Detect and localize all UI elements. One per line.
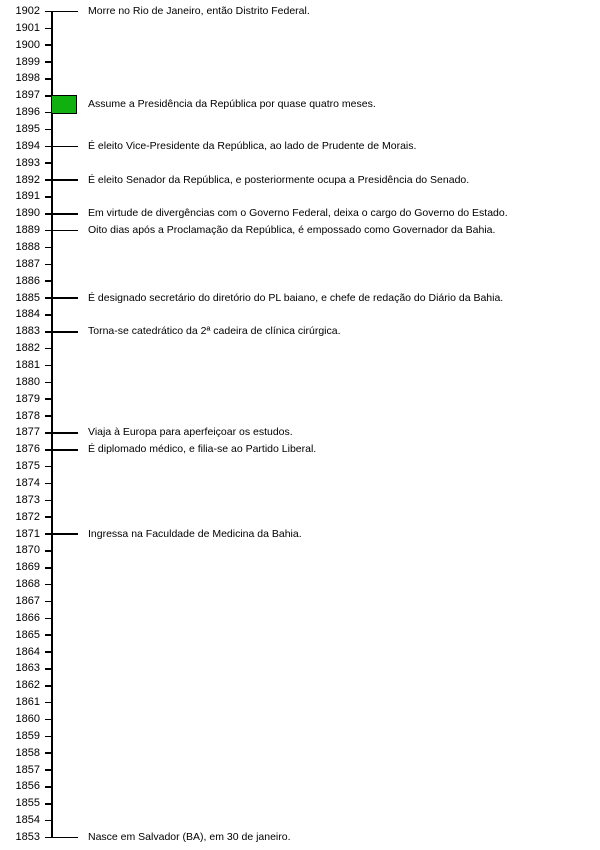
year-tick [45, 44, 52, 46]
year-tick [45, 634, 52, 636]
year-tick [45, 264, 52, 266]
year-tick [45, 415, 52, 417]
year-tick-label: 1853 [15, 830, 40, 843]
year-tick-label: 1877 [15, 426, 40, 439]
year-tick-label: 1873 [15, 493, 40, 506]
year-tick-label: 1881 [15, 358, 40, 371]
year-tick-label: 1901 [15, 21, 40, 34]
year-tick [45, 601, 52, 603]
year-tick [45, 162, 52, 164]
year-tick-label: 1892 [15, 173, 40, 186]
year-tick-label: 1895 [15, 122, 40, 135]
year-tick [45, 500, 52, 502]
year-tick-label: 1855 [15, 797, 40, 810]
year-tick [45, 78, 52, 80]
year-tick [45, 550, 52, 552]
year-tick [45, 365, 52, 367]
year-tick [45, 736, 52, 738]
event-label: Em virtude de divergências com o Governo Federal, deixa o cargo do Governo do Estado. [88, 207, 508, 220]
event-label: Viaja à Europa para aperfeiçoar os estudos. [88, 426, 293, 439]
event-label: Morre no Rio de Janeiro, então Distrito Federal. [88, 5, 310, 17]
event-label: É diplomado médico, e filia-se ao Partido Liberal. [88, 443, 317, 456]
year-tick-label: 1862 [15, 679, 40, 692]
year-tick [45, 719, 52, 721]
year-tick-label: 1887 [15, 257, 40, 270]
year-tick-label: 1900 [15, 38, 40, 51]
year-tick-label: 1864 [15, 645, 40, 658]
year-tick-label: 1865 [15, 628, 40, 641]
event-label: É eleito Vice-Presidente da República, ao lado de Prudente de Morais. [88, 139, 417, 152]
year-tick [45, 769, 52, 771]
year-tick-label: 1857 [15, 763, 40, 776]
year-tick [45, 398, 52, 400]
year-tick-label: 1868 [15, 578, 40, 591]
event-label: Ingressa na Faculdade de Medicina da Bahia. [88, 527, 302, 540]
year-tick-label: 1859 [15, 729, 40, 742]
year-tick [45, 280, 52, 282]
event-tick-line [45, 146, 78, 148]
event-tick-line [45, 432, 78, 434]
year-tick [45, 247, 52, 249]
year-tick-label: 1860 [15, 712, 40, 725]
year-tick [45, 196, 52, 198]
event-label: É designado secretário do diretório do PL baiano, e chefe de redação do Diário da Bahia. [88, 291, 504, 304]
year-tick [45, 382, 52, 384]
year-tick [45, 61, 52, 63]
timeline-axis [51, 11, 53, 839]
year-tick-label: 1897 [15, 89, 40, 102]
event-label: Nasce em Salvador (BA), em 30 de janeiro. [88, 830, 291, 843]
year-tick-label: 1891 [15, 190, 40, 203]
year-tick [45, 668, 52, 670]
year-tick [45, 129, 52, 131]
year-tick [45, 651, 52, 653]
year-tick-label: 1869 [15, 561, 40, 574]
event-label: Torna-se catedrático da 2ª cadeira de clínica cirúrgica. [88, 325, 341, 338]
year-tick-label: 1884 [15, 308, 40, 321]
year-tick-label: 1874 [15, 476, 40, 489]
year-tick-label: 1890 [15, 207, 40, 220]
year-tick-label: 1876 [15, 443, 40, 456]
year-tick [45, 803, 52, 805]
year-tick-label: 1856 [15, 780, 40, 793]
event-tick-line [45, 11, 78, 13]
year-tick-label: 1893 [15, 156, 40, 169]
event-label: Oito dias após a Proclamação da República, é empossado como Governador da Bahia. [88, 224, 496, 237]
year-tick [45, 685, 52, 687]
year-tick [45, 466, 52, 468]
year-tick-label: 1875 [15, 460, 40, 473]
year-tick-label: 1882 [15, 342, 40, 355]
year-tick-label: 1867 [15, 594, 40, 607]
year-tick-label: 1879 [15, 392, 40, 405]
year-tick [45, 584, 52, 586]
event-label: Assume a Presidência da República por quase quatro meses. [88, 97, 376, 110]
event-tick-line [45, 297, 78, 299]
event-tick-line [45, 230, 78, 232]
year-tick-label: 1880 [15, 375, 40, 388]
year-tick-label: 1902 [15, 5, 40, 17]
presidency-highlight-box [51, 95, 77, 114]
year-tick-label: 1870 [15, 544, 40, 557]
year-tick [45, 516, 52, 518]
year-tick [45, 752, 52, 754]
year-tick-label: 1898 [15, 72, 40, 85]
year-tick-label: 1858 [15, 746, 40, 759]
event-tick-line [45, 533, 78, 535]
year-tick [45, 820, 52, 822]
year-tick [45, 702, 52, 704]
year-tick [45, 314, 52, 316]
year-tick [45, 28, 52, 30]
year-tick-label: 1871 [15, 527, 40, 540]
year-tick-label: 1872 [15, 510, 40, 523]
event-tick-line [45, 837, 78, 839]
year-tick-label: 1896 [15, 106, 40, 119]
year-tick [45, 618, 52, 620]
event-tick-line [45, 449, 78, 451]
event-tick-line [45, 331, 78, 333]
year-tick [45, 567, 52, 569]
year-tick-label: 1899 [15, 55, 40, 68]
year-tick [45, 348, 52, 350]
year-tick-label: 1894 [15, 139, 40, 152]
event-tick-line [45, 213, 78, 215]
year-tick-label: 1878 [15, 409, 40, 422]
year-tick-label: 1861 [15, 696, 40, 709]
year-tick-label: 1866 [15, 611, 40, 624]
year-tick-label: 1889 [15, 224, 40, 237]
year-tick-label: 1885 [15, 291, 40, 304]
year-tick-label: 1863 [15, 662, 40, 675]
event-label: É eleito Senador da República, e posteriormente ocupa a Presidência do Senado. [88, 173, 470, 186]
year-tick-label: 1888 [15, 240, 40, 253]
year-tick-label: 1883 [15, 325, 40, 338]
year-tick [45, 786, 52, 788]
year-tick-label: 1854 [15, 814, 40, 827]
year-tick-label: 1886 [15, 274, 40, 287]
year-tick [45, 483, 52, 485]
event-tick-line [45, 179, 78, 181]
